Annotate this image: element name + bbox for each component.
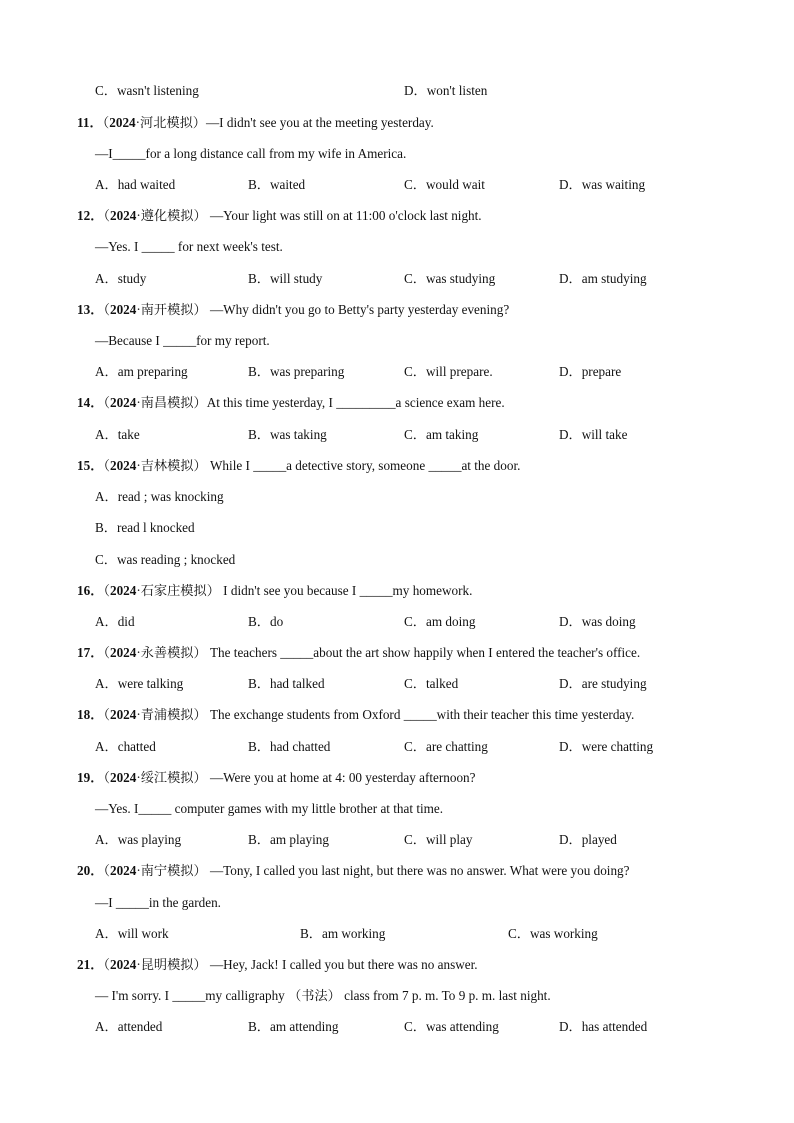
source-place: ·南开模拟: [136, 302, 194, 317]
source-place: ·吉林模拟: [136, 458, 194, 473]
answer-option[interactable]: A．will work: [95, 926, 169, 941]
source-year: 2024: [109, 645, 137, 660]
question-stem: 20．（2024·南宁模拟） —Tony, I called you last night, but there was no answer. What were you doing?: [77, 863, 630, 878]
question-number: 20．: [77, 863, 104, 878]
answer-option[interactable]: B．had talked: [248, 676, 325, 691]
question-stem: 21．（2024·昆明模拟） —Hey, Jack! I called you but there was no answer.: [77, 957, 478, 972]
question-stem: 12．（2024·遵化模拟） —Your light was still on at 11:00 o'clock last night.: [77, 208, 482, 223]
question-stem: 13．（2024·南开模拟） —Why didn't you go to Betty's party yesterday evening?: [77, 302, 510, 317]
question-number: 18．: [77, 707, 104, 722]
answer-option[interactable]: B．was preparing: [248, 364, 345, 379]
answer-option[interactable]: A．study: [95, 271, 147, 286]
source-year: 2024: [109, 863, 137, 878]
source-year: 2024: [109, 583, 137, 598]
question-number: 17．: [77, 645, 104, 660]
question-text: —Why didn't you go to Betty's party yesterday evening?: [206, 302, 510, 317]
answer-option[interactable]: B．had chatted: [248, 739, 331, 754]
answer-option[interactable]: D．has attended: [559, 1019, 648, 1034]
source-year: 2024: [109, 115, 136, 130]
answer-option[interactable]: D．are studying: [559, 676, 647, 691]
question-line: B．read l knocked: [95, 520, 195, 535]
question-text: —Hey, Jack! I called you but there was no answer.: [206, 957, 478, 972]
question-line: —Because I _____for my report.: [95, 333, 270, 348]
question-stem: 16．（2024·石家庄模拟） I didn't see you because I _____my homework.: [77, 583, 473, 598]
answer-option[interactable]: C．was studying: [404, 271, 496, 286]
question-text: The exchange students from Oxford _____with their teacher this time yesterday.: [206, 707, 635, 722]
answer-option[interactable]: B．will study: [248, 271, 323, 286]
answer-option[interactable]: C．wasn't listening: [95, 83, 199, 98]
question-stem: 15．（2024·吉林模拟） While I _____a detective story, someone _____at the door.: [77, 458, 521, 473]
question-line: — I'm sorry. I _____my calligraphy （书法） class from 7 p. m. To 9 p. m. last night.: [95, 988, 551, 1003]
answer-option[interactable]: B．do: [248, 614, 284, 629]
question-text: —I didn't see you at the meeting yesterday.: [205, 115, 434, 130]
answer-option[interactable]: B．am working: [300, 926, 386, 941]
source-year: 2024: [109, 395, 137, 410]
answer-option[interactable]: D．was waiting: [559, 177, 646, 192]
question-text: The teachers _____about the art show happily when I entered the teacher's office.: [206, 645, 641, 660]
question-text: —Were you at home at 4: 00 yesterday afternoon?: [206, 770, 476, 785]
source-year: 2024: [109, 707, 137, 722]
source-place: ·绥江模拟: [136, 770, 194, 785]
question-text: —Your light was still on at 11:00 o'clock last night.: [206, 208, 482, 223]
answer-option[interactable]: A．attended: [95, 1019, 163, 1034]
answer-option[interactable]: A．take: [95, 427, 140, 442]
question-number: 13．: [77, 302, 104, 317]
question-line: —I _____in the garden.: [95, 895, 221, 910]
answer-option[interactable]: D．played: [559, 832, 617, 847]
question-number: 12．: [77, 208, 104, 223]
source-year: 2024: [109, 302, 137, 317]
answer-option[interactable]: D．won't listen: [404, 83, 488, 98]
question-line: —Yes. I _____ for next week's test.: [95, 239, 283, 254]
source-year: 2024: [109, 208, 137, 223]
question-number: 11．: [77, 115, 103, 130]
source-place: ·石家庄模拟: [136, 583, 207, 598]
question-number: 21．: [77, 957, 104, 972]
source-year: 2024: [109, 770, 137, 785]
answer-option[interactable]: C．was working: [508, 926, 598, 941]
answer-option[interactable]: D．will take: [559, 427, 628, 442]
answer-option[interactable]: D．prepare: [559, 364, 622, 379]
answer-option[interactable]: A．chatted: [95, 739, 156, 754]
answer-option[interactable]: D．was doing: [559, 614, 636, 629]
question-number: 16．: [77, 583, 104, 598]
answer-option[interactable]: B．waited: [248, 177, 306, 192]
question-stem: 14．（2024·南昌模拟）At this time yesterday, I _________a science exam here.: [77, 395, 505, 410]
question-stem: 19．（2024·绥江模拟） —Were you at home at 4: 00 yesterday afternoon?: [77, 770, 476, 785]
answer-option[interactable]: A．had waited: [95, 177, 176, 192]
question-number: 19．: [77, 770, 104, 785]
question-number: 15．: [77, 458, 104, 473]
answer-option[interactable]: A．was playing: [95, 832, 182, 847]
answer-option[interactable]: C．are chatting: [404, 739, 488, 754]
answer-option[interactable]: A．did: [95, 614, 135, 629]
question-line: A．read ; was knocking: [95, 489, 224, 504]
question-stem: 18．（2024·青浦模拟） The exchange students from Oxford _____with their teacher this time yesterday.: [77, 707, 635, 722]
question-line: —Yes. I_____ computer games with my little brother at that time.: [95, 801, 444, 816]
question-text: —Tony, I called you last night, but there was no answer. What were you doing?: [206, 863, 630, 878]
answer-option[interactable]: C．will play: [404, 832, 473, 847]
question-text: At this time yesterday, I _________a science exam here.: [206, 395, 505, 410]
question-stem: 17．（2024·永善模拟） The teachers _____about the art show happily when I entered the teacher's office.: [77, 645, 641, 660]
answer-option[interactable]: A．am preparing: [95, 364, 188, 379]
question-stem: 11．（2024·河北模拟）—I didn't see you at the meeting yesterday.: [77, 115, 434, 130]
answer-option[interactable]: C．will prepare.: [404, 364, 493, 379]
source-year: 2024: [109, 458, 137, 473]
source-place: ·遵化模拟: [136, 208, 194, 223]
answer-option[interactable]: D．were chatting: [559, 739, 654, 754]
question-line: C．was reading ; knocked: [95, 552, 236, 567]
answer-option[interactable]: B．am attending: [248, 1019, 339, 1034]
question-text: While I _____a detective story, someone _____at the door.: [206, 458, 521, 473]
answer-option[interactable]: C．am doing: [404, 614, 476, 629]
question-text: I didn't see you because I _____my homework.: [219, 583, 473, 598]
answer-option[interactable]: B．am playing: [248, 832, 329, 847]
answer-option[interactable]: D．am studying: [559, 271, 647, 286]
answer-option[interactable]: C．talked: [404, 676, 459, 691]
question-line: —I_____for a long distance call from my wife in America.: [95, 146, 407, 161]
answer-option[interactable]: C．would wait: [404, 177, 485, 192]
source-place: ·南宁模拟: [136, 863, 194, 878]
question-number: 14．: [77, 395, 104, 410]
source-place: ·南昌模拟: [136, 395, 194, 410]
answer-option[interactable]: C．am taking: [404, 427, 479, 442]
source-place: ·昆明模拟: [136, 957, 194, 972]
source-place: ·河北模拟: [135, 115, 193, 130]
source-place: ·青浦模拟: [136, 707, 194, 722]
answer-option[interactable]: A．were talking: [95, 676, 184, 691]
source-year: 2024: [109, 957, 137, 972]
source-place: ·永善模拟: [136, 645, 194, 660]
answer-option[interactable]: C．was attending: [404, 1019, 499, 1034]
answer-option[interactable]: B．was taking: [248, 427, 327, 442]
